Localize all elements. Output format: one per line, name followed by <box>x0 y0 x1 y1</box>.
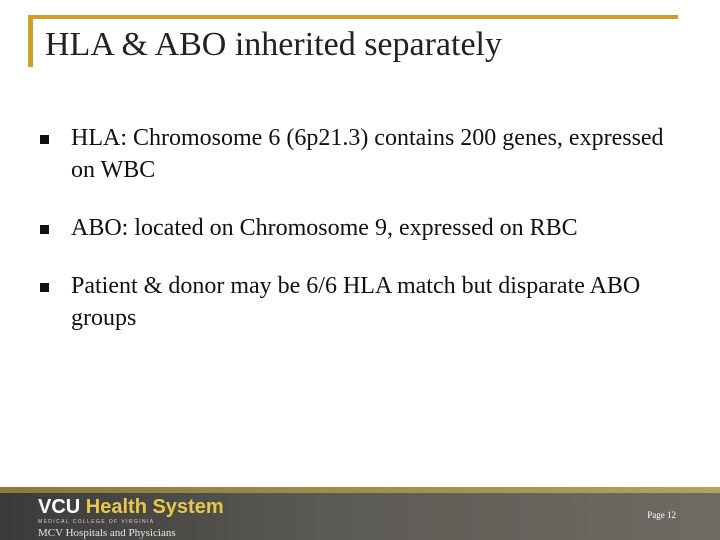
logo-tagline: MEDICAL COLLEGE OF VIRGINIA <box>38 519 155 525</box>
bullet-item-match <box>40 270 680 334</box>
square-bullet-icon <box>40 135 49 144</box>
footer-stripe <box>0 487 720 493</box>
logo-subtitle: MCV Hospitals and Physicians <box>38 527 176 539</box>
bullet-text: Patient & donor may be 6/6 HLA match but disparate ABO groups <box>71 273 641 331</box>
logo-wordmark <box>38 497 224 517</box>
logo-vcu: VCU <box>38 496 81 518</box>
logo-health-system: Health System <box>80 496 224 518</box>
slide-title: HLA & ABO inherited separately <box>45 26 503 63</box>
square-bullet-icon <box>40 225 49 234</box>
footer-bar <box>0 487 720 540</box>
bullet-list <box>40 122 680 334</box>
bullet-item-hla <box>40 122 680 186</box>
page-number: Page 12 <box>647 510 676 520</box>
title-frame-left-rule <box>28 15 33 67</box>
square-bullet-icon <box>40 283 49 292</box>
title-frame-top-rule <box>28 15 678 19</box>
bullet-text: HLA: Chromosome 6 (6p21.3) contains 200 genes, expressed on WBC <box>71 125 664 183</box>
bullet-item-abo <box>40 212 680 244</box>
bullet-text: ABO: located on Chromosome 9, expressed on RBC <box>71 215 578 241</box>
vcu-health-system-logo <box>38 497 224 539</box>
